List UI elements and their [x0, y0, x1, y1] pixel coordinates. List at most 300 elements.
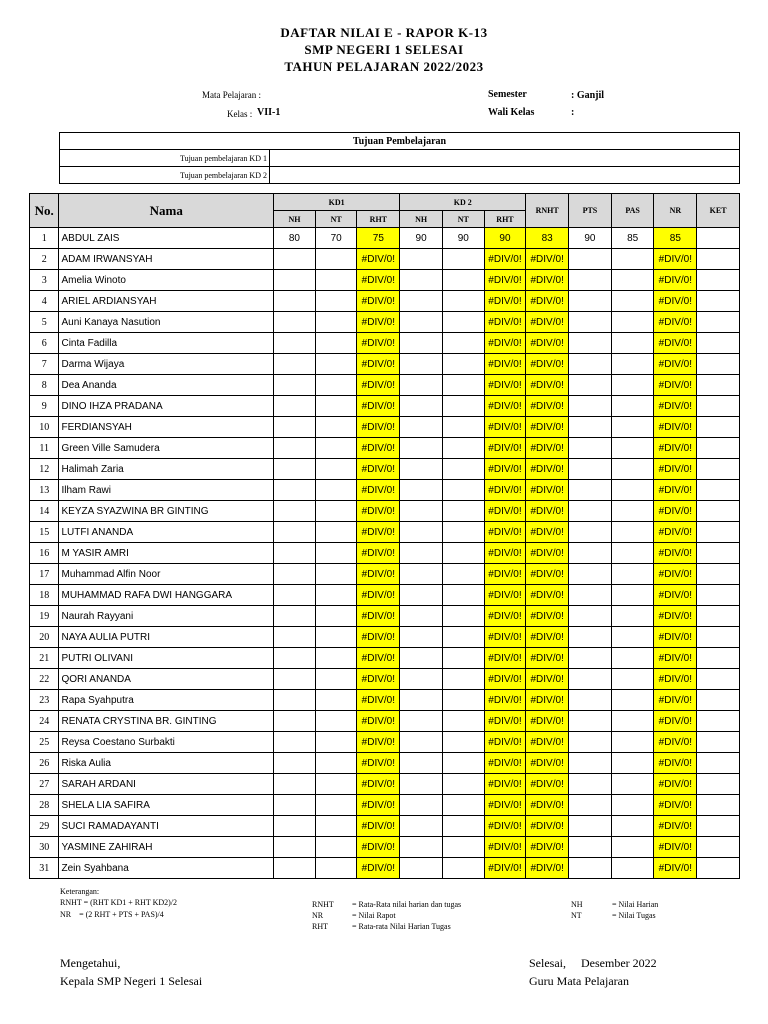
cell-pts[interactable] — [569, 249, 612, 270]
cell-kd2-nt[interactable] — [442, 837, 484, 858]
cell-pts[interactable] — [569, 459, 612, 480]
cell-kd2-nt[interactable] — [442, 753, 484, 774]
cell-pas[interactable] — [611, 732, 654, 753]
cell-pas[interactable] — [611, 459, 654, 480]
cell-pts[interactable] — [569, 417, 612, 438]
tujuan-kd1-value[interactable] — [270, 150, 740, 167]
cell-kd1-nt[interactable] — [315, 732, 357, 753]
cell-kd1-rht[interactable]: #DIV/0! — [357, 648, 400, 669]
cell-ket[interactable] — [697, 396, 740, 417]
cell-kd2-nh[interactable] — [400, 669, 443, 690]
cell-kd1-rht[interactable]: #DIV/0! — [357, 354, 400, 375]
cell-kd2-nt[interactable] — [442, 669, 484, 690]
cell-ket[interactable] — [697, 459, 740, 480]
cell-name[interactable]: SUCI RAMADAYANTI — [59, 816, 274, 837]
cell-ket[interactable] — [697, 312, 740, 333]
cell-kd1-rht[interactable]: #DIV/0! — [357, 417, 400, 438]
cell-rnht[interactable]: #DIV/0! — [526, 417, 569, 438]
cell-kd2-rht[interactable]: #DIV/0! — [484, 480, 526, 501]
cell-kd2-nt[interactable]: 90 — [442, 228, 484, 249]
cell-rnht[interactable]: #DIV/0! — [526, 774, 569, 795]
cell-kd2-rht[interactable]: #DIV/0! — [484, 291, 526, 312]
cell-no[interactable]: 7 — [30, 354, 59, 375]
cell-nr[interactable]: #DIV/0! — [654, 858, 697, 879]
cell-kd2-nt[interactable] — [442, 564, 484, 585]
cell-pas[interactable] — [611, 564, 654, 585]
cell-kd2-nt[interactable] — [442, 732, 484, 753]
cell-no[interactable]: 6 — [30, 333, 59, 354]
cell-kd1-nh[interactable] — [274, 270, 316, 291]
cell-ket[interactable] — [697, 711, 740, 732]
cell-rnht[interactable]: #DIV/0! — [526, 312, 569, 333]
cell-ket[interactable] — [697, 774, 740, 795]
cell-nr[interactable]: #DIV/0! — [654, 375, 697, 396]
cell-kd1-rht[interactable]: #DIV/0! — [357, 396, 400, 417]
cell-nr[interactable]: #DIV/0! — [654, 837, 697, 858]
cell-kd2-rht[interactable]: #DIV/0! — [484, 459, 526, 480]
cell-nr[interactable]: #DIV/0! — [654, 732, 697, 753]
cell-pts[interactable] — [569, 333, 612, 354]
cell-rnht[interactable]: #DIV/0! — [526, 375, 569, 396]
cell-rnht[interactable]: #DIV/0! — [526, 396, 569, 417]
cell-kd1-nt[interactable] — [315, 396, 357, 417]
cell-ket[interactable] — [697, 228, 740, 249]
cell-pas[interactable] — [611, 543, 654, 564]
cell-nr[interactable]: 85 — [654, 228, 697, 249]
cell-rnht[interactable]: #DIV/0! — [526, 753, 569, 774]
cell-kd1-nh[interactable] — [274, 606, 316, 627]
cell-ket[interactable] — [697, 417, 740, 438]
cell-name[interactable]: Amelia Winoto — [59, 270, 274, 291]
cell-pas[interactable] — [611, 585, 654, 606]
cell-name[interactable]: SARAH ARDANI — [59, 774, 274, 795]
cell-pas[interactable] — [611, 816, 654, 837]
cell-kd2-rht[interactable]: #DIV/0! — [484, 816, 526, 837]
cell-no[interactable]: 15 — [30, 522, 59, 543]
cell-kd1-nt[interactable] — [315, 501, 357, 522]
cell-name[interactable]: Zein Syahbana — [59, 858, 274, 879]
cell-kd2-nt[interactable] — [442, 438, 484, 459]
cell-rnht[interactable]: #DIV/0! — [526, 795, 569, 816]
cell-no[interactable]: 18 — [30, 585, 59, 606]
cell-pts[interactable] — [569, 816, 612, 837]
cell-kd2-nh[interactable] — [400, 690, 443, 711]
cell-pts[interactable] — [569, 606, 612, 627]
cell-no[interactable]: 20 — [30, 627, 59, 648]
cell-kd1-nt[interactable] — [315, 753, 357, 774]
cell-kd1-rht[interactable]: #DIV/0! — [357, 732, 400, 753]
cell-no[interactable]: 24 — [30, 711, 59, 732]
cell-pas[interactable] — [611, 501, 654, 522]
cell-kd1-nt[interactable] — [315, 333, 357, 354]
cell-rnht[interactable]: #DIV/0! — [526, 690, 569, 711]
cell-kd1-nt[interactable] — [315, 774, 357, 795]
cell-rnht[interactable]: 83 — [526, 228, 569, 249]
cell-kd2-nh[interactable] — [400, 795, 443, 816]
cell-name[interactable]: LUTFI ANANDA — [59, 522, 274, 543]
cell-name[interactable]: Dea Ananda — [59, 375, 274, 396]
cell-kd2-nh[interactable] — [400, 774, 443, 795]
cell-kd2-nt[interactable] — [442, 270, 484, 291]
cell-name[interactable]: ARIEL ARDIANSYAH — [59, 291, 274, 312]
cell-no[interactable]: 4 — [30, 291, 59, 312]
cell-kd2-rht[interactable]: #DIV/0! — [484, 606, 526, 627]
cell-kd1-nh[interactable] — [274, 669, 316, 690]
cell-pts[interactable] — [569, 669, 612, 690]
cell-nr[interactable]: #DIV/0! — [654, 354, 697, 375]
cell-kd1-nh[interactable] — [274, 438, 316, 459]
cell-no[interactable]: 25 — [30, 732, 59, 753]
cell-kd1-nt[interactable] — [315, 375, 357, 396]
cell-no[interactable]: 3 — [30, 270, 59, 291]
cell-pas[interactable] — [611, 669, 654, 690]
cell-pas[interactable] — [611, 648, 654, 669]
cell-ket[interactable] — [697, 333, 740, 354]
cell-ket[interactable] — [697, 564, 740, 585]
cell-kd1-nh[interactable] — [274, 753, 316, 774]
cell-pts[interactable] — [569, 396, 612, 417]
cell-kd2-nt[interactable] — [442, 711, 484, 732]
cell-nr[interactable]: #DIV/0! — [654, 291, 697, 312]
cell-name[interactable]: Auni Kanaya Nasution — [59, 312, 274, 333]
cell-kd2-rht[interactable]: #DIV/0! — [484, 438, 526, 459]
cell-nr[interactable]: #DIV/0! — [654, 711, 697, 732]
cell-pas[interactable] — [611, 795, 654, 816]
cell-kd2-rht[interactable]: #DIV/0! — [484, 270, 526, 291]
cell-no[interactable]: 1 — [30, 228, 59, 249]
cell-pts[interactable] — [569, 837, 612, 858]
cell-pas[interactable] — [611, 606, 654, 627]
cell-pas[interactable] — [611, 480, 654, 501]
cell-kd2-nh[interactable] — [400, 606, 443, 627]
cell-no[interactable]: 19 — [30, 606, 59, 627]
cell-ket[interactable] — [697, 249, 740, 270]
cell-name[interactable]: Muhammad Alfin Noor — [59, 564, 274, 585]
cell-kd1-rht[interactable]: #DIV/0! — [357, 858, 400, 879]
cell-pas[interactable] — [611, 858, 654, 879]
cell-ket[interactable] — [697, 480, 740, 501]
cell-kd1-rht[interactable]: #DIV/0! — [357, 564, 400, 585]
cell-kd1-rht[interactable]: #DIV/0! — [357, 816, 400, 837]
cell-name[interactable]: YASMINE ZAHIRAH — [59, 837, 274, 858]
cell-pas[interactable] — [611, 291, 654, 312]
cell-ket[interactable] — [697, 753, 740, 774]
cell-nr[interactable]: #DIV/0! — [654, 795, 697, 816]
cell-kd2-nh[interactable] — [400, 270, 443, 291]
cell-kd2-nt[interactable] — [442, 459, 484, 480]
cell-pas[interactable] — [611, 375, 654, 396]
cell-nr[interactable]: #DIV/0! — [654, 648, 697, 669]
cell-kd1-rht[interactable]: #DIV/0! — [357, 438, 400, 459]
cell-name[interactable]: Naurah Rayyani — [59, 606, 274, 627]
cell-kd1-rht[interactable]: #DIV/0! — [357, 312, 400, 333]
cell-kd1-rht[interactable]: #DIV/0! — [357, 669, 400, 690]
cell-rnht[interactable]: #DIV/0! — [526, 711, 569, 732]
cell-rnht[interactable]: #DIV/0! — [526, 522, 569, 543]
cell-kd2-rht[interactable]: #DIV/0! — [484, 648, 526, 669]
cell-kd1-nh[interactable] — [274, 333, 316, 354]
cell-no[interactable]: 22 — [30, 669, 59, 690]
cell-kd1-nt[interactable] — [315, 585, 357, 606]
cell-rnht[interactable]: #DIV/0! — [526, 564, 569, 585]
cell-kd1-rht[interactable]: #DIV/0! — [357, 711, 400, 732]
cell-kd1-nh[interactable] — [274, 501, 316, 522]
cell-nr[interactable]: #DIV/0! — [654, 501, 697, 522]
cell-ket[interactable] — [697, 585, 740, 606]
cell-kd1-rht[interactable]: #DIV/0! — [357, 375, 400, 396]
cell-nr[interactable]: #DIV/0! — [654, 690, 697, 711]
cell-kd2-rht[interactable]: #DIV/0! — [484, 669, 526, 690]
cell-nr[interactable]: #DIV/0! — [654, 816, 697, 837]
cell-kd2-nt[interactable] — [442, 333, 484, 354]
cell-kd2-nh[interactable] — [400, 858, 443, 879]
cell-kd1-nh[interactable] — [274, 648, 316, 669]
cell-name[interactable]: ADAM IRWANSYAH — [59, 249, 274, 270]
cell-ket[interactable] — [697, 648, 740, 669]
cell-kd2-nh[interactable]: 90 — [400, 228, 443, 249]
cell-kd1-rht[interactable]: #DIV/0! — [357, 543, 400, 564]
cell-ket[interactable] — [697, 837, 740, 858]
cell-no[interactable]: 2 — [30, 249, 59, 270]
cell-pas[interactable] — [611, 522, 654, 543]
cell-rnht[interactable]: #DIV/0! — [526, 606, 569, 627]
cell-nr[interactable]: #DIV/0! — [654, 312, 697, 333]
cell-kd1-rht[interactable]: 75 — [357, 228, 400, 249]
cell-kd1-nt[interactable] — [315, 480, 357, 501]
cell-rnht[interactable]: #DIV/0! — [526, 459, 569, 480]
cell-nr[interactable]: #DIV/0! — [654, 438, 697, 459]
cell-nr[interactable]: #DIV/0! — [654, 543, 697, 564]
cell-kd2-nt[interactable] — [442, 543, 484, 564]
cell-ket[interactable] — [697, 270, 740, 291]
cell-ket[interactable] — [697, 627, 740, 648]
cell-name[interactable]: QORI ANANDA — [59, 669, 274, 690]
cell-kd2-nh[interactable] — [400, 837, 443, 858]
cell-kd2-rht[interactable]: #DIV/0! — [484, 375, 526, 396]
cell-kd2-nt[interactable] — [442, 795, 484, 816]
cell-rnht[interactable]: #DIV/0! — [526, 270, 569, 291]
cell-kd1-nh[interactable] — [274, 480, 316, 501]
cell-pts[interactable] — [569, 753, 612, 774]
cell-rnht[interactable]: #DIV/0! — [526, 333, 569, 354]
cell-kd1-nt[interactable] — [315, 816, 357, 837]
cell-kd1-rht[interactable]: #DIV/0! — [357, 249, 400, 270]
cell-no[interactable]: 30 — [30, 837, 59, 858]
cell-kd2-rht[interactable]: #DIV/0! — [484, 522, 526, 543]
cell-pts[interactable] — [569, 690, 612, 711]
cell-kd1-nh[interactable] — [274, 354, 316, 375]
cell-no[interactable]: 12 — [30, 459, 59, 480]
cell-name[interactable]: Riska Aulia — [59, 753, 274, 774]
cell-rnht[interactable]: #DIV/0! — [526, 291, 569, 312]
cell-pas[interactable] — [611, 690, 654, 711]
cell-kd2-rht[interactable]: #DIV/0! — [484, 837, 526, 858]
cell-kd1-nh[interactable] — [274, 543, 316, 564]
cell-nr[interactable]: #DIV/0! — [654, 774, 697, 795]
cell-pts[interactable] — [569, 648, 612, 669]
cell-kd1-nt[interactable] — [315, 312, 357, 333]
cell-no[interactable]: 28 — [30, 795, 59, 816]
cell-kd1-rht[interactable]: #DIV/0! — [357, 795, 400, 816]
cell-kd2-nh[interactable] — [400, 396, 443, 417]
cell-pts[interactable] — [569, 627, 612, 648]
cell-pas[interactable] — [611, 333, 654, 354]
cell-kd2-nt[interactable] — [442, 249, 484, 270]
cell-nr[interactable]: #DIV/0! — [654, 417, 697, 438]
cell-kd2-rht[interactable]: #DIV/0! — [484, 417, 526, 438]
cell-ket[interactable] — [697, 816, 740, 837]
cell-kd2-rht[interactable]: #DIV/0! — [484, 333, 526, 354]
cell-kd1-rht[interactable]: #DIV/0! — [357, 585, 400, 606]
cell-no[interactable]: 21 — [30, 648, 59, 669]
cell-pts[interactable] — [569, 438, 612, 459]
cell-kd2-rht[interactable]: #DIV/0! — [484, 312, 526, 333]
cell-kd2-nh[interactable] — [400, 480, 443, 501]
cell-kd1-nt[interactable] — [315, 795, 357, 816]
cell-kd2-rht[interactable]: #DIV/0! — [484, 753, 526, 774]
cell-no[interactable]: 26 — [30, 753, 59, 774]
cell-nr[interactable]: #DIV/0! — [654, 333, 697, 354]
cell-kd1-nh[interactable] — [274, 627, 316, 648]
cell-kd1-nt[interactable] — [315, 543, 357, 564]
cell-kd2-nt[interactable] — [442, 354, 484, 375]
cell-kd2-rht[interactable]: #DIV/0! — [484, 774, 526, 795]
cell-kd1-nt[interactable]: 70 — [315, 228, 357, 249]
cell-pas[interactable] — [611, 354, 654, 375]
cell-rnht[interactable]: #DIV/0! — [526, 732, 569, 753]
cell-kd1-nh[interactable] — [274, 459, 316, 480]
cell-kd1-nh[interactable] — [274, 774, 316, 795]
cell-pts[interactable] — [569, 354, 612, 375]
cell-kd2-rht[interactable]: #DIV/0! — [484, 585, 526, 606]
cell-ket[interactable] — [697, 291, 740, 312]
cell-pts[interactable] — [569, 312, 612, 333]
cell-kd2-nh[interactable] — [400, 459, 443, 480]
cell-nr[interactable]: #DIV/0! — [654, 585, 697, 606]
cell-kd2-nh[interactable] — [400, 816, 443, 837]
cell-kd1-nt[interactable] — [315, 417, 357, 438]
cell-no[interactable]: 16 — [30, 543, 59, 564]
cell-kd2-nt[interactable] — [442, 291, 484, 312]
cell-pas[interactable]: 85 — [611, 228, 654, 249]
cell-kd2-nh[interactable] — [400, 585, 443, 606]
cell-ket[interactable] — [697, 501, 740, 522]
cell-kd2-nh[interactable] — [400, 732, 443, 753]
cell-kd1-rht[interactable]: #DIV/0! — [357, 270, 400, 291]
cell-ket[interactable] — [697, 354, 740, 375]
cell-kd1-nt[interactable] — [315, 459, 357, 480]
cell-no[interactable]: 23 — [30, 690, 59, 711]
cell-kd2-nt[interactable] — [442, 606, 484, 627]
cell-kd2-nh[interactable] — [400, 648, 443, 669]
cell-kd1-rht[interactable]: #DIV/0! — [357, 606, 400, 627]
cell-kd1-rht[interactable]: #DIV/0! — [357, 291, 400, 312]
cell-kd2-nh[interactable] — [400, 522, 443, 543]
cell-name[interactable]: Cinta Fadilla — [59, 333, 274, 354]
cell-pts[interactable]: 90 — [569, 228, 612, 249]
cell-rnht[interactable]: #DIV/0! — [526, 648, 569, 669]
cell-no[interactable]: 31 — [30, 858, 59, 879]
cell-kd2-rht[interactable]: #DIV/0! — [484, 795, 526, 816]
cell-kd2-nt[interactable] — [442, 774, 484, 795]
cell-name[interactable]: Rapa Syahputra — [59, 690, 274, 711]
cell-kd2-nh[interactable] — [400, 438, 443, 459]
cell-kd2-rht[interactable]: 90 — [484, 228, 526, 249]
cell-kd1-nt[interactable] — [315, 648, 357, 669]
cell-kd2-nt[interactable] — [442, 522, 484, 543]
cell-kd1-nt[interactable] — [315, 690, 357, 711]
cell-kd1-nh[interactable] — [274, 585, 316, 606]
tujuan-kd2-value[interactable] — [270, 167, 740, 184]
cell-pas[interactable] — [611, 312, 654, 333]
cell-kd1-nt[interactable] — [315, 564, 357, 585]
cell-rnht[interactable]: #DIV/0! — [526, 438, 569, 459]
cell-kd1-nh[interactable] — [274, 564, 316, 585]
cell-pas[interactable] — [611, 774, 654, 795]
cell-kd1-nt[interactable] — [315, 249, 357, 270]
cell-pts[interactable] — [569, 480, 612, 501]
cell-kd1-nh[interactable] — [274, 795, 316, 816]
cell-kd1-rht[interactable]: #DIV/0! — [357, 333, 400, 354]
cell-no[interactable]: 13 — [30, 480, 59, 501]
cell-kd1-nh[interactable] — [274, 312, 316, 333]
cell-name[interactable]: RENATA CRYSTINA BR. GINTING — [59, 711, 274, 732]
cell-kd1-nt[interactable] — [315, 354, 357, 375]
cell-kd2-nt[interactable] — [442, 816, 484, 837]
cell-kd1-nh[interactable] — [274, 291, 316, 312]
cell-no[interactable]: 11 — [30, 438, 59, 459]
cell-pts[interactable] — [569, 564, 612, 585]
cell-kd2-nt[interactable] — [442, 648, 484, 669]
cell-no[interactable]: 29 — [30, 816, 59, 837]
cell-rnht[interactable]: #DIV/0! — [526, 858, 569, 879]
cell-pas[interactable] — [611, 837, 654, 858]
cell-rnht[interactable]: #DIV/0! — [526, 543, 569, 564]
cell-ket[interactable] — [697, 606, 740, 627]
cell-kd2-nh[interactable] — [400, 627, 443, 648]
cell-pas[interactable] — [611, 396, 654, 417]
cell-rnht[interactable]: #DIV/0! — [526, 816, 569, 837]
cell-kd2-nt[interactable] — [442, 312, 484, 333]
cell-ket[interactable] — [697, 438, 740, 459]
cell-kd2-nh[interactable] — [400, 564, 443, 585]
cell-ket[interactable] — [697, 543, 740, 564]
cell-nr[interactable]: #DIV/0! — [654, 753, 697, 774]
cell-kd2-rht[interactable]: #DIV/0! — [484, 564, 526, 585]
cell-kd2-nh[interactable] — [400, 333, 443, 354]
cell-no[interactable]: 5 — [30, 312, 59, 333]
cell-pts[interactable] — [569, 501, 612, 522]
cell-nr[interactable]: #DIV/0! — [654, 480, 697, 501]
cell-kd2-nh[interactable] — [400, 711, 443, 732]
cell-kd1-nt[interactable] — [315, 438, 357, 459]
cell-kd2-rht[interactable]: #DIV/0! — [484, 711, 526, 732]
cell-kd1-rht[interactable]: #DIV/0! — [357, 753, 400, 774]
cell-name[interactable]: NAYA AULIA PUTRI — [59, 627, 274, 648]
cell-name[interactable]: Reysa Coestano Surbakti — [59, 732, 274, 753]
cell-pts[interactable] — [569, 858, 612, 879]
cell-kd1-nt[interactable] — [315, 606, 357, 627]
cell-kd1-nh[interactable] — [274, 858, 316, 879]
cell-kd2-nh[interactable] — [400, 753, 443, 774]
cell-rnht[interactable]: #DIV/0! — [526, 627, 569, 648]
cell-rnht[interactable]: #DIV/0! — [526, 354, 569, 375]
cell-nr[interactable]: #DIV/0! — [654, 522, 697, 543]
cell-rnht[interactable]: #DIV/0! — [526, 480, 569, 501]
cell-kd1-rht[interactable]: #DIV/0! — [357, 459, 400, 480]
cell-nr[interactable]: #DIV/0! — [654, 669, 697, 690]
cell-kd2-nh[interactable] — [400, 291, 443, 312]
